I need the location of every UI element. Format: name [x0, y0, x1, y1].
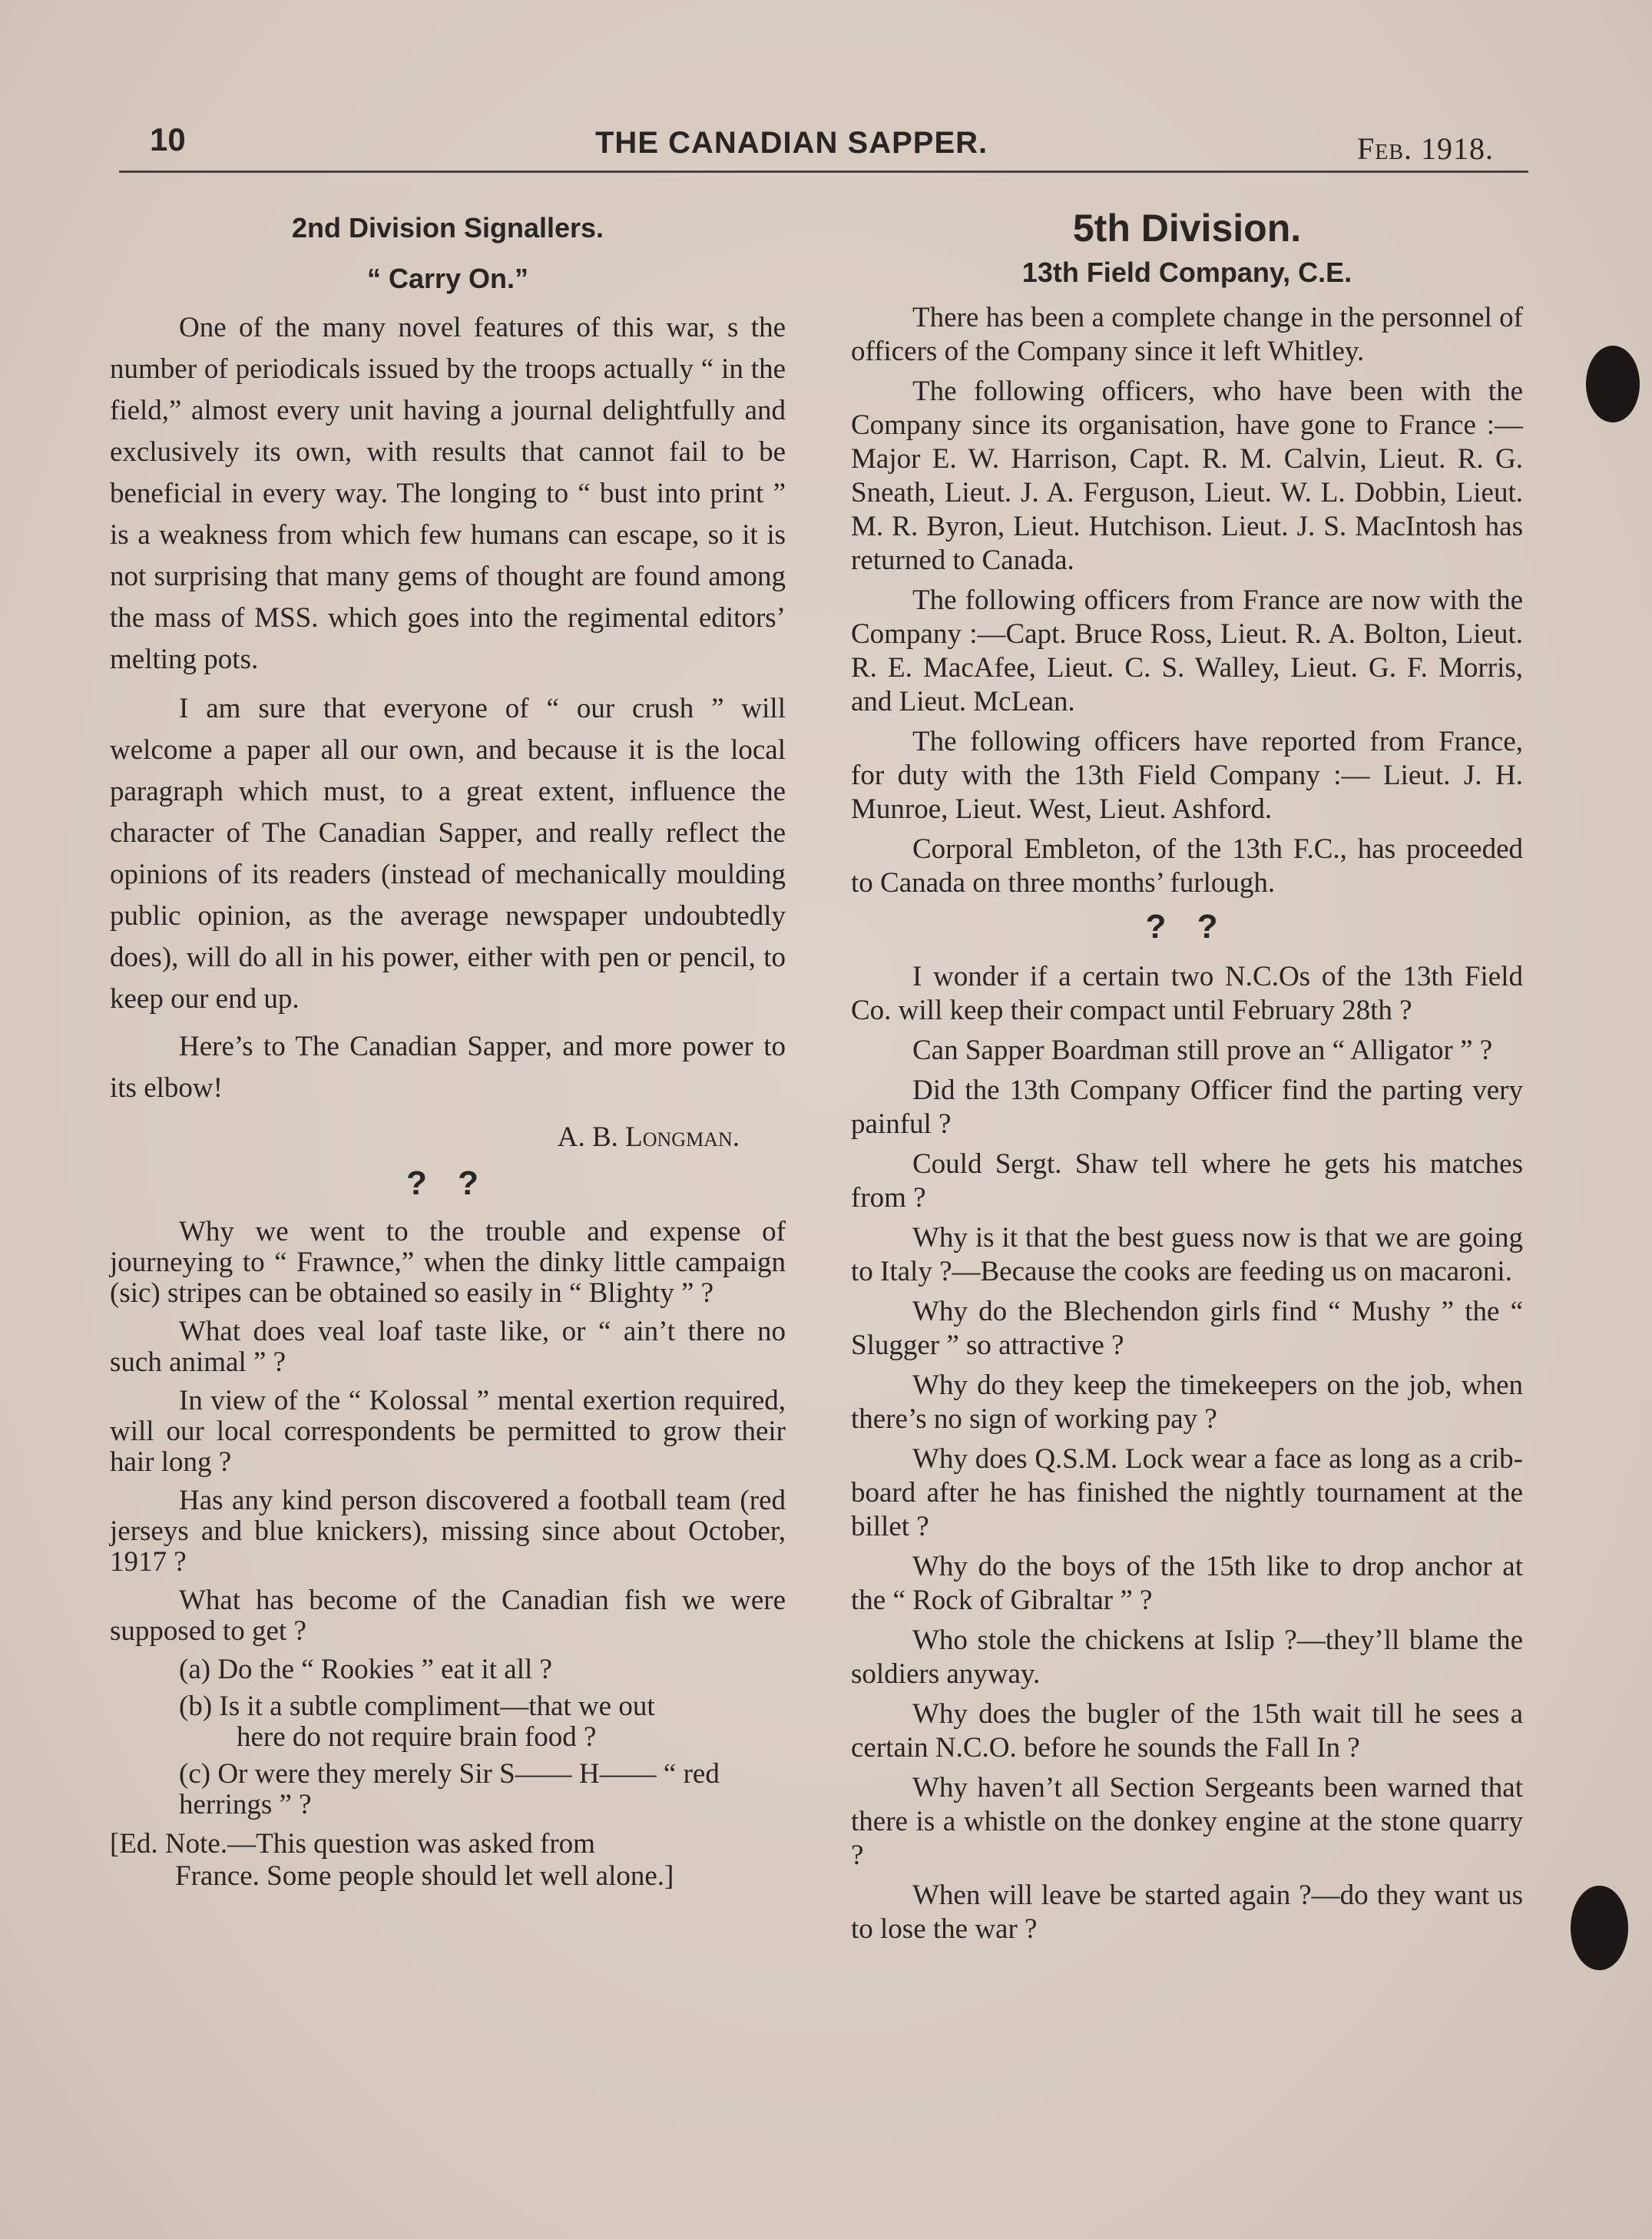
paragraph: The following officers from France are now with the Company :—Capt. Bruce Ross, Lieut. R. A. Bolton, Lieut. R. E. MacAfee, Lieut. C. S. Walley, Lieut. G. F. Morris, and Lieut. McLean.: [851, 585, 1523, 717]
question: In view of the “ Kolossal ” mental exertion required, will our local correspondents be permitted to grow their hair long ?: [110, 1385, 786, 1478]
publication-title: THE CANADIAN SAPPER.: [595, 126, 988, 160]
question: Can Sapper Boardman still prove an “ Alligator ” ?: [912, 1035, 1493, 1066]
question: Why do the boys of the 15th like to drop anchor at the “ Rock of Gibraltar ” ?: [851, 1551, 1523, 1616]
binding-hole-bottom: [1571, 1886, 1628, 1970]
question: What does veal loaf taste like, or “ ain’t there no such animal ” ?: [110, 1316, 786, 1378]
paragraph: There has been a complete change in the personnel of officers of the Company since it left Whitley.: [851, 302, 1523, 367]
paragraph: The following officers, who have been with the Company since its organisation, have gone to France :—Major E. W. Harrison, Capt. R. M. Calvin, Lieut. R. G. Sneath, Lieut. J. A. Ferguson, Lieut. W. L. Dobbin, Lieut. M. R. Byron, Lieut. Hutchison. Lieut. J. S. MacIntosh has returned to Canada.: [851, 376, 1523, 576]
question: Why does the bugler of the 15th wait till he sees a certain N.C.O. before he sounds the Fall In ?: [851, 1698, 1523, 1764]
right-column: [851, 207, 1523, 1953]
question: I wonder if a certain two N.C.Os of the 13th Field Co. will keep their compact until February 28th ?: [851, 961, 1523, 1026]
section-subheading: 13th Field Company, C.E.: [1021, 257, 1352, 288]
binding-hole-top: [1586, 346, 1640, 422]
paragraph: Here’s to The Canadian Sapper, and more power to its elbow!: [110, 1031, 786, 1104]
section-separator: ? ?: [1145, 908, 1229, 946]
issue-date: Feb. 1918.: [1356, 131, 1494, 166]
question: Has any kind person discovered a football team (red jerseys and blue knickers), missing since about October, 1917 ?: [110, 1485, 786, 1578]
section-heading: 5th Division.: [1072, 207, 1302, 250]
question: Did the 13th Company Officer find the parting very painful ?: [851, 1075, 1523, 1140]
question: Who stole the chickens at Islip ?—they’ll blame the soldiers anyway.: [851, 1625, 1523, 1690]
question: Why is it that the best guess now is that we are going to Italy ?—Because the cooks are feeding us on macaroni.: [851, 1222, 1523, 1287]
page-header: [119, 115, 1528, 169]
author-signature: A. B. Longman.: [557, 1121, 740, 1153]
sub-question-first-line: (b) Is it a subtle compliment—that we out: [179, 1691, 655, 1722]
question: Why we went to the trouble and expense of journeying to “ Frawnce,” when the dinky little campaign (sic) stripes can be obtained so easily in “ Blighty ” ?: [110, 1216, 786, 1309]
sub-question-continuation: here do not require brain food ?: [237, 1721, 597, 1753]
editor-note: [110, 1828, 786, 1893]
question: Why do they keep the timekeepers on the job, when there’s no sign of working pay ?: [851, 1370, 1523, 1435]
question: What has become of the Canadian fish we were supposed to get ?: [110, 1585, 786, 1647]
question: Why haven’t all Section Sergeants been warned that there is a whistle on the donkey engine at the stone quarry ?: [851, 1772, 1523, 1871]
question: Why do the Blechendon girls find “ Mushy ” the “ Slugger ” so attractive ?: [851, 1296, 1523, 1361]
page-number: 10: [150, 121, 186, 157]
sub-question: (c) Or were they merely Sir S—— H—— “ red herrings ” ?: [179, 1758, 720, 1820]
paragraph: One of the many novel features of this war, s the number of periodicals issued by the troops actually “ in the field,” almost every unit having a journal delightfully and exclusively its own, with results that cannot fail to be beneficial in every way. The longing to “ bust into print ” is a weakness from which few humans can escape, so it is not surprising that many gems of thought are found among the mass of MSS. which goes into the regimental editors’ melting pots.: [110, 312, 786, 675]
paragraph: The following officers have reported from France, for duty with the 13th Field Company :— Lieut. J. H. Munroe, Lieut. West, Lieut. Ashford.: [851, 726, 1523, 825]
paragraph: Corporal Embleton, of the 13th F.C., has proceeded to Canada on three months’ furlough.: [851, 833, 1523, 899]
sub-question: (a) Do the “ Rookies ” eat it all ?: [179, 1654, 552, 1685]
section-separator: ? ?: [406, 1164, 489, 1202]
question: Could Sergt. Shaw tell where he gets his matches from ?: [851, 1148, 1523, 1214]
article-heading: 2nd Division Signallers.: [291, 212, 604, 243]
header-rule: [119, 171, 1528, 173]
question: Why does Q.S.M. Lock wear a face as long as a crib-board after he has finished the nightly tournament at the billet ?: [851, 1443, 1523, 1542]
paragraph: I am sure that everyone of “ our crush ” will welcome a paper all our own, and because it is the local paragraph which must, to a great extent, influence the character of The Canadian Sapper, and really reflect the opinions of its readers (instead of mechanically moulding public opinion, as the average newspaper undoubtedly does), will do all in his power, either with pen or pencil, to keep our end up.: [110, 693, 786, 1015]
article-subheading: “ Carry On.”: [366, 263, 529, 294]
editor-note-first-line: [Ed. Note.—This question was asked from: [110, 1828, 595, 1860]
sub-question: [179, 1691, 786, 1753]
left-column: [110, 207, 786, 1893]
question: When will leave be started again ?—do they want us to lose the war ?: [851, 1880, 1523, 1945]
editor-note-continuation: France. Some people should let well alone.]: [175, 1860, 674, 1892]
